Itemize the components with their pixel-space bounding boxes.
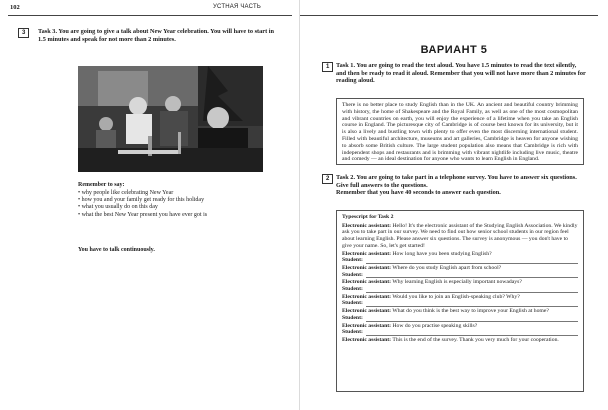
speaker-label: Electronic assistant:	[342, 279, 392, 286]
variant-title: ВАРИАНТ 5	[420, 44, 488, 56]
answer-line	[366, 301, 578, 307]
speaker-label: Electronic assistant:	[342, 322, 392, 329]
intro-text: Hello! It's the electronic assistant of the Studying English Association. We kindly ask you to take part in our survey. We need to find out how senior school students in our region feel about learning English. Please answer six questions. The survey is anonymous — you don't have to give your name. So, let's get started!	[342, 222, 578, 249]
page-header	[8, 4, 292, 16]
question-text: Where do you study English apart from school?	[392, 264, 502, 271]
student-answer	[342, 329, 578, 336]
left-page	[0, 0, 300, 410]
right-page	[300, 0, 608, 410]
survey-question	[342, 294, 578, 301]
answer-line	[366, 287, 578, 293]
task1-block	[326, 62, 586, 85]
list-item: • what you usually do on this day	[78, 204, 158, 211]
question-text: What do you think is the best way to improve your English at home?	[392, 308, 549, 315]
right-page-header	[300, 4, 598, 16]
section-title: УСТНАЯ ЧАСТЬ	[213, 4, 261, 10]
question-text: Would you like to join an English-speaking club? Why?	[392, 293, 520, 300]
student-label: Student:	[342, 300, 363, 307]
typescript-box	[336, 210, 584, 392]
survey-question	[342, 265, 578, 272]
task1-text: Task 1. You are going to read the text aloud. You have 1.5 minutes to read the text silently, and then be ready to read it aloud. Remember that you will not have more than 2 minutes for reading aloud.	[336, 62, 586, 85]
survey-question	[342, 279, 578, 286]
remember-list	[78, 190, 207, 219]
answer-line	[366, 316, 578, 322]
speaker-label: Electronic assistant:	[342, 222, 392, 229]
student-answer	[342, 257, 578, 264]
page-number: 102	[10, 4, 20, 11]
continuous-note: You have to talk continuously.	[78, 247, 155, 253]
answer-line	[366, 258, 578, 264]
new-year-photo	[78, 66, 263, 172]
survey-question	[342, 251, 578, 258]
outro-text: This is the end of the survey. Thank you very much for your cooperation.	[392, 336, 559, 343]
student-answer	[342, 315, 578, 322]
student-label: Student:	[342, 286, 363, 293]
question-text: Why learning English is especially important nowadays?	[392, 279, 522, 286]
survey-question	[342, 323, 578, 330]
survey-question	[342, 308, 578, 315]
answer-line	[366, 330, 578, 336]
survey-outro	[342, 337, 578, 344]
list-item: • how you and your family get ready for this holiday	[78, 197, 205, 204]
remember-title: Remember to say:	[78, 182, 125, 188]
task2-block	[326, 174, 586, 197]
speaker-label: Electronic assistant:	[342, 250, 392, 257]
student-label: Student:	[342, 271, 363, 278]
question-text: How long have you been studying English?	[392, 250, 492, 257]
reading-text: There is no better place to study English than in the UK. An ancient and beautiful country brimming with history, the home of Shakespeare and the Royal Family, as well as one of the most cosmopolitan and vibrant countries on earth, you will enjoy the experience of a lifetime when you take an English course in England. The picturesque city of Cambridge is of course best known for its university, but it is also a lively and bustling town with plenty to offer even the most discerning international student. Filled with beautiful architecture, museums and art galleries, Cambridge is heaven for anyone wishing to absorb some British culture. The large student population also means that Cambridge is rich with independent shops and restaurants and is brimming with vibrant nightlife including live music, theatre and comedy — an ideal destination for anyone who wants to learn English in England.	[342, 102, 578, 163]
task2-note: Remember that you have 40 seconds to answer each question.	[336, 189, 501, 197]
question-text: How do you practise speaking skills?	[392, 322, 478, 329]
task3-text: Task 3. You are going to give a talk about New Year celebration. You will have to start in 1.5 minutes and speak for not more than 2 minutes.	[38, 28, 275, 43]
list-item: • why people like celebrating New Year	[78, 190, 174, 196]
speaker-label: Electronic assistant:	[342, 264, 392, 271]
speaker-label: Electronic assistant:	[342, 293, 392, 300]
student-label: Student:	[342, 257, 363, 264]
student-answer	[342, 300, 578, 307]
task3-number: 3	[18, 28, 29, 38]
photo-illustration	[78, 66, 263, 172]
student-label: Student:	[342, 329, 363, 336]
survey-intro	[342, 223, 578, 250]
task2-number: 2	[322, 174, 333, 184]
task3-block	[22, 28, 278, 43]
task2-text: Task 2. You are going to take part in a telephone survey. You have to answer six questions. Give full answers to the questions.	[336, 174, 577, 189]
student-answer	[342, 286, 578, 293]
answer-line	[366, 272, 578, 278]
student-answer	[342, 272, 578, 279]
reading-text-box	[336, 98, 584, 165]
speaker-label: Electronic assistant:	[342, 336, 392, 343]
task1-number: 1	[322, 62, 333, 72]
speaker-label: Electronic assistant:	[342, 308, 392, 315]
typescript-title: Typescript for Task 2	[342, 214, 394, 220]
list-item: • what the best New Year present you have ever got is	[78, 211, 208, 218]
student-label: Student:	[342, 314, 363, 321]
